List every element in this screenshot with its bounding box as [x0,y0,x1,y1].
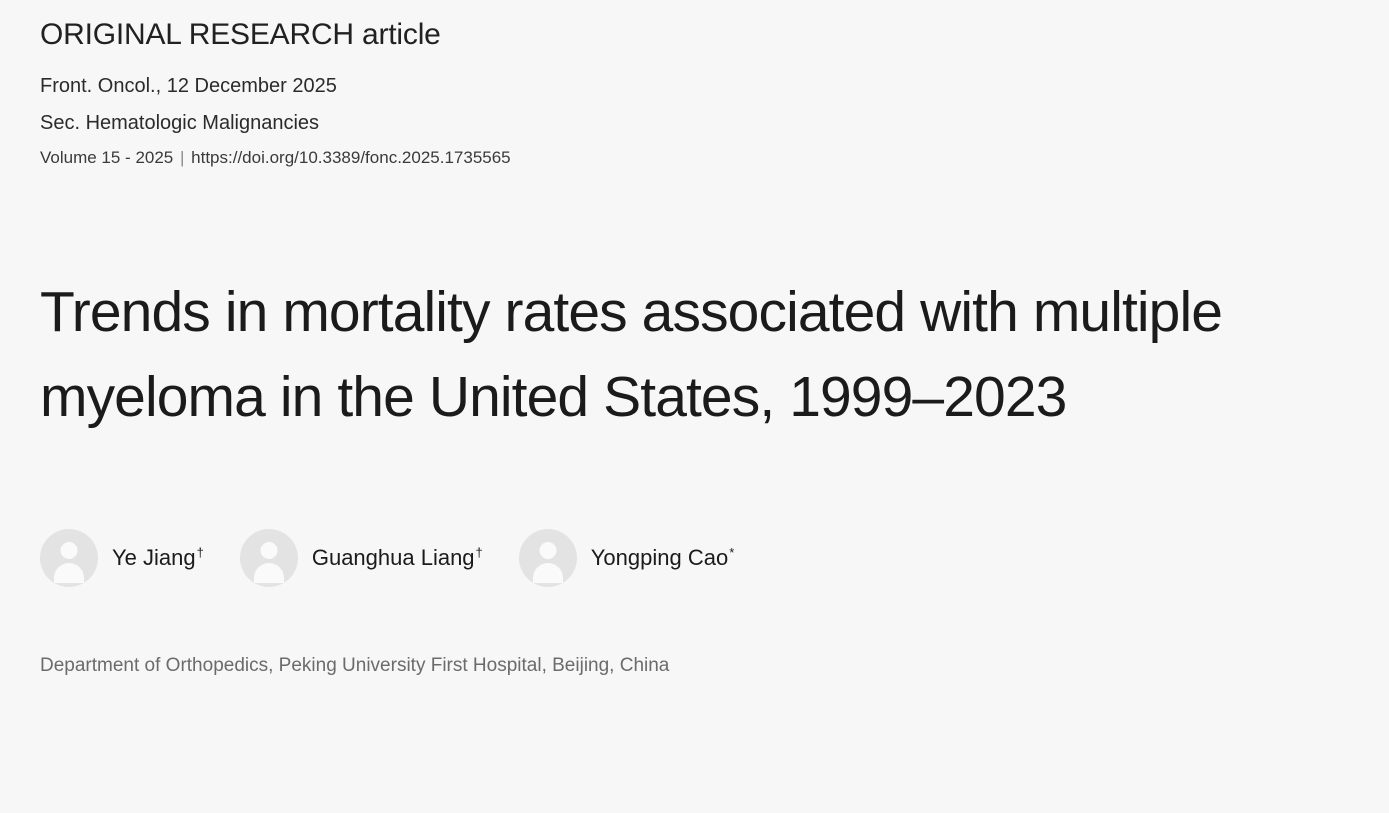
author-name[interactable] [112,545,204,571]
affiliation-text: Department of Orthopedics, Peking University First Hospital, Beijing, China [40,654,670,676]
author-entry[interactable] [519,529,735,587]
user-avatar-icon [240,529,298,587]
user-avatar-icon [519,529,577,587]
author-list [40,439,1349,587]
author-marker: * [729,544,735,560]
author-name[interactable] [312,545,483,571]
author-name-text: Guanghua Liang [311,544,475,570]
author-entry[interactable] [240,529,483,587]
article-type-label: ORIGINAL RESEARCH article [40,18,441,51]
author-name[interactable] [591,545,735,571]
volume-doi-separator: | [180,147,185,167]
author-name-text: Yongping Cao [590,544,729,570]
journal-date-line: Front. Oncol., 12 December 2025 [40,74,337,97]
volume-doi-line [40,146,1349,171]
journal-section-line: Sec. Hematologic Malignancies [40,111,320,134]
author-marker: † [475,544,483,560]
author-name-text: Ye Jiang [112,544,196,570]
author-entry[interactable] [40,529,204,587]
doi-link[interactable]: https://doi.org/10.3389/fonc.2025.1735565 [191,147,511,167]
user-avatar-icon [40,529,98,587]
article-metadata [40,0,1349,170]
page-title: Trends in mortality rates associated with multiple myeloma in the United States, 1999–2023 [40,280,1223,429]
author-marker: † [196,544,204,560]
volume-label: Volume 15 - 2025 [40,147,174,167]
